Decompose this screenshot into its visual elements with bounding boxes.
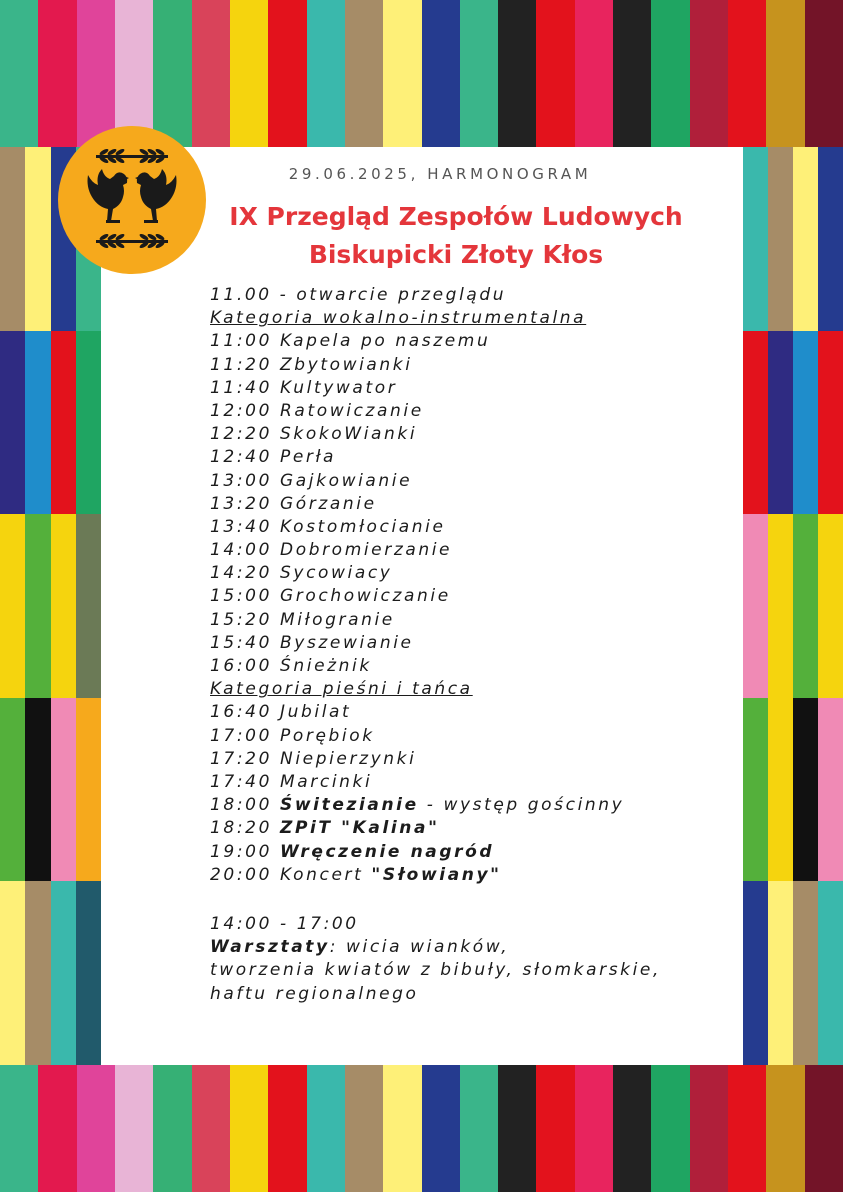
item-name: Zbytowianki [280, 354, 413, 375]
stripe [651, 1065, 690, 1192]
items-dance [210, 701, 730, 794]
item-name: Marcinki [280, 771, 373, 792]
item-time: 17:20 [210, 748, 272, 769]
schedule-item [210, 701, 730, 724]
stripe [743, 514, 768, 698]
left-stripe-border [0, 147, 101, 1065]
stripe [536, 0, 575, 147]
item-time: 12:00 [210, 400, 272, 421]
schedule-item [210, 400, 730, 423]
schedule-item [210, 446, 730, 469]
schedule-item [210, 585, 730, 608]
date-line: 29.06.2025, HARMONOGRAM [288, 165, 592, 183]
stripe [575, 1065, 613, 1192]
stripe [153, 1065, 192, 1192]
stripe [345, 1065, 383, 1192]
title-line-2: Biskupicki Złoty Kłos [308, 240, 604, 269]
schedule-item [210, 330, 730, 353]
stripe [460, 0, 498, 147]
stripe [743, 881, 768, 1065]
right-stripe-border [743, 147, 843, 1065]
schedule-item [210, 377, 730, 400]
item-time: 17:40 [210, 771, 272, 792]
item-name: Dobromierzanie [280, 540, 453, 561]
item-time: 15:40 [210, 632, 272, 653]
item-name: Byszewianie [280, 632, 414, 653]
stripe [460, 1065, 498, 1192]
item-time: 12:20 [210, 424, 272, 445]
stripe [0, 514, 25, 698]
stripe-block [743, 514, 843, 698]
stripe-block [743, 698, 843, 881]
stripe-block [743, 147, 843, 331]
stripe [768, 698, 793, 881]
item-name: Górzanie [280, 493, 377, 514]
stripe [0, 0, 38, 147]
category-heading-vocal: Kategoria wokalno-instrumentalna [210, 308, 587, 329]
stripe [0, 1065, 38, 1192]
stripe [51, 881, 76, 1065]
stripe [25, 331, 51, 514]
schedule-item [210, 470, 730, 493]
item-time: 14:00 [210, 540, 272, 561]
stripe [51, 514, 76, 698]
item-time: 11:40 [210, 377, 272, 398]
schedule-item [210, 609, 730, 632]
roosters-logo [58, 126, 206, 274]
stripe [651, 0, 690, 147]
stripe [307, 0, 345, 147]
opening-row: 11.00 - otwarcie przeglądu [210, 285, 507, 305]
stripe [805, 1065, 843, 1192]
stripe [728, 1065, 766, 1192]
item-name: Miłogranie [280, 609, 395, 630]
stripe [25, 147, 51, 331]
stripe [690, 1065, 728, 1192]
item-time: 15:00 [210, 586, 272, 607]
category-heading-dance: Kategoria pieśni i tańca [210, 679, 473, 700]
item-name: Gajkowianie [280, 470, 413, 491]
item-name: Kapela po naszemu [280, 331, 491, 352]
item-name: Sycowiacy [280, 563, 393, 584]
stripe [818, 881, 843, 1065]
bottom-stripe-border [0, 1065, 843, 1192]
stripe [0, 331, 25, 514]
item-name: Ratowiczanie [280, 400, 424, 421]
stripe [768, 331, 793, 514]
item-name: SkokoWianki [280, 424, 418, 445]
stripe [743, 147, 768, 331]
stripe [51, 698, 76, 881]
workshops-line-2: tworzenia kwiatów z bibuły, słomkarskie, [210, 960, 661, 981]
stripe [268, 0, 307, 147]
item-time: 15:20 [210, 609, 272, 630]
stripe [76, 698, 101, 881]
schedule-item [210, 748, 730, 771]
stripe [793, 514, 818, 698]
stripe-block [743, 881, 843, 1065]
schedule-item [210, 493, 730, 516]
stripe [422, 0, 460, 147]
item-name: Perła [280, 447, 337, 468]
stripe [575, 0, 613, 147]
stripe [115, 1065, 153, 1192]
stripe [793, 331, 818, 514]
schedule-item [210, 516, 730, 539]
stripe [818, 514, 843, 698]
stripe [0, 881, 25, 1065]
stripe [498, 1065, 536, 1192]
stripe [383, 0, 422, 147]
stripe-block [0, 331, 101, 514]
item-time: 16:40 [210, 702, 272, 723]
page-title [196, 198, 716, 274]
awards-row: 19:00 Wręczenie nagród [210, 841, 495, 862]
stripe [818, 147, 843, 331]
guest-row: 18:00 Świtezianie - występ gościnny [210, 795, 625, 816]
stripe [818, 698, 843, 881]
stripe [77, 0, 115, 147]
schedule-item [210, 423, 730, 446]
stripe [793, 881, 818, 1065]
awards-name: Wręczenie nagród [280, 841, 495, 862]
stripe [766, 0, 805, 147]
stripe [793, 147, 818, 331]
title-line-1: IX Przegląd Zespołów Ludowych [229, 202, 683, 231]
stripe [690, 0, 728, 147]
stripe [115, 0, 153, 147]
item-time: 11:20 [210, 354, 272, 375]
stripe [192, 1065, 230, 1192]
stripe [25, 514, 51, 698]
schedule-item [210, 725, 730, 748]
stripe [307, 1065, 345, 1192]
stripe [805, 0, 843, 147]
stripe [536, 1065, 575, 1192]
stripe [38, 1065, 77, 1192]
stripe-block [743, 331, 843, 514]
stripe-block [0, 698, 101, 881]
zpit-row: 18:20 ZPiT "Kalina" [210, 818, 440, 839]
stripe [793, 698, 818, 881]
stripe-block [0, 881, 101, 1065]
item-name: Porębiok [280, 725, 375, 746]
stripe [422, 1065, 460, 1192]
stripe [25, 881, 51, 1065]
workshops-line-1: Warsztaty: wicia wianków, [210, 937, 510, 958]
stripe [230, 0, 268, 147]
stripe [768, 881, 793, 1065]
stripe [743, 698, 768, 881]
stripe [38, 0, 77, 147]
item-time: 13:20 [210, 493, 272, 514]
item-name: Niepierzynki [280, 748, 417, 769]
stripe [0, 698, 25, 881]
workshops-label: Warsztaty [210, 937, 330, 958]
schedule-item [210, 562, 730, 585]
stripe [51, 331, 76, 514]
concert-row: 20:00 Koncert "Słowiany" [210, 864, 502, 885]
stripe [768, 514, 793, 698]
item-time: 16:00 [210, 656, 272, 676]
schedule-list [210, 284, 730, 887]
schedule-item [210, 771, 730, 794]
stripe [613, 0, 651, 147]
roosters-icon [58, 126, 206, 274]
schedule-item [210, 354, 730, 377]
stripe [77, 1065, 115, 1192]
workshops-line-3: haftu regionalnego [210, 983, 419, 1004]
item-name: Grochowiczanie [280, 586, 451, 607]
stripe [818, 331, 843, 514]
stripe [383, 1065, 422, 1192]
stripe [192, 0, 230, 147]
guest-name: Świtezianie [280, 795, 419, 816]
item-time: 14:20 [210, 563, 272, 584]
stripe [743, 331, 768, 514]
stripe [268, 1065, 307, 1192]
stripe [153, 0, 192, 147]
stripe [76, 331, 101, 514]
stripe [76, 514, 101, 698]
item-name: Kostomłocianie [280, 516, 446, 537]
zpit-name: ZPiT "Kalina" [280, 818, 440, 839]
item-name: Kultywator [280, 377, 398, 398]
item-time: 12:40 [210, 447, 272, 468]
stripe-block [0, 514, 101, 698]
item-name: Śnieżnik [280, 656, 372, 676]
item-time: 17:00 [210, 725, 272, 746]
stripe [728, 0, 766, 147]
top-stripe-border [0, 0, 843, 147]
workshops-time: 14:00 - 17:00 [210, 914, 359, 934]
stripe [345, 0, 383, 147]
schedule-item [210, 655, 730, 678]
stripe [498, 0, 536, 147]
item-time: 13:40 [210, 516, 272, 537]
concert-name: "Słowiany" [371, 864, 502, 885]
schedule-item [210, 632, 730, 655]
item-time: 13:00 [210, 470, 272, 491]
stripe [25, 698, 51, 881]
items-vocal [210, 330, 730, 678]
stripe [230, 1065, 268, 1192]
item-time: 11:00 [210, 331, 272, 352]
stripe [768, 147, 793, 331]
stripe [76, 881, 101, 1065]
stripe [766, 1065, 805, 1192]
stripe [0, 147, 25, 331]
schedule-item [210, 539, 730, 562]
workshops-section [210, 913, 730, 1006]
stripe [613, 1065, 651, 1192]
item-name: Jubilat [280, 702, 352, 723]
